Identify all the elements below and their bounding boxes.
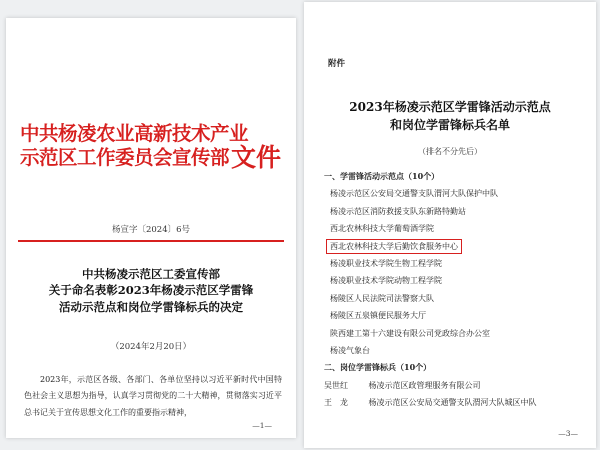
red-divider-line <box>18 240 284 242</box>
list-item: 陕西建工第十六建设有限公司党政综合办公室 <box>330 328 490 338</box>
page-number: —3— <box>558 429 578 438</box>
decision-title-line: 关于命名表彰2023年杨凌示范区学雷锋 <box>48 283 254 298</box>
section-heading: 二、岗位学雷锋标兵（10个） <box>324 362 432 373</box>
left-document-page <box>6 18 296 438</box>
list-item-highlighted <box>324 238 586 255</box>
red-document-header <box>20 122 282 170</box>
order-note: （排名不分先后） <box>418 147 482 156</box>
list-item: 西北农林科技大学葡萄酒学院 <box>330 224 434 234</box>
list-item <box>324 394 586 411</box>
page-number: —1— <box>252 421 272 430</box>
red-header-line-1: 中共杨凌农业高新技术产业 <box>20 122 249 145</box>
list-title-line: 2023年杨凌示范区学雷锋活动示范点 <box>349 100 551 114</box>
list-item: 杨凌职业技术学院动物工程学院 <box>330 276 442 286</box>
section-heading: 一、学雷锋活动示范点（10个） <box>324 171 440 181</box>
list-item: 杨陵区五泉镇便民服务大厅 <box>330 311 426 321</box>
person-unit: 杨凌示范区公安局交通警支队渭河大队城区中队 <box>368 398 537 408</box>
decision-title <box>6 266 296 315</box>
red-header-suffix: 文件 <box>231 143 282 172</box>
decision-title-line: 中共杨凌示范区工委宣传部 <box>82 267 220 281</box>
person-name: 吴世红 <box>324 380 348 390</box>
list-item: 杨凌示范区公安局交通警支队渭河大队保护中队 <box>330 189 498 199</box>
list-item: 杨凌职业技术学院生物工程学院 <box>330 258 442 268</box>
list-item: 杨凌示范区消防救援支队东新路特勤站 <box>330 206 466 216</box>
person-unit: 杨凌示范区政管理服务有限公司 <box>368 380 481 390</box>
right-document-page <box>304 2 596 448</box>
list-title <box>304 98 596 134</box>
list-item: 杨凌气象台 <box>330 345 370 355</box>
document-number: 杨宣字〔2024〕6号 <box>111 225 191 235</box>
list-item <box>324 377 586 394</box>
honor-list <box>324 168 586 411</box>
decision-title-line: 活动示范点和岗位学雷锋标兵的决定 <box>59 299 243 314</box>
body-paragraph: 2023年，示范区各级、各部门、各单位坚持以习近平新时代中国特色社会主义思想为指导，认真学习贯彻党的二十大精神，贯彻落实习近平总书记关于宣传思想文化工作的重要指示精神， <box>24 375 282 417</box>
list-title-line: 和岗位学雷锋标兵名单 <box>389 118 510 132</box>
decision-date: （2024年2月20日） <box>110 342 192 352</box>
red-header-line-2: 示范区工作委员会宣传部 <box>20 146 230 169</box>
attachment-label: 附件 <box>328 59 346 69</box>
list-item: 杨陵区人民法院司法警察大队 <box>330 293 434 303</box>
highlight-box: 西北农林科技大学后勤饮食服务中心 <box>326 239 462 254</box>
person-name: 王 龙 <box>324 398 348 408</box>
